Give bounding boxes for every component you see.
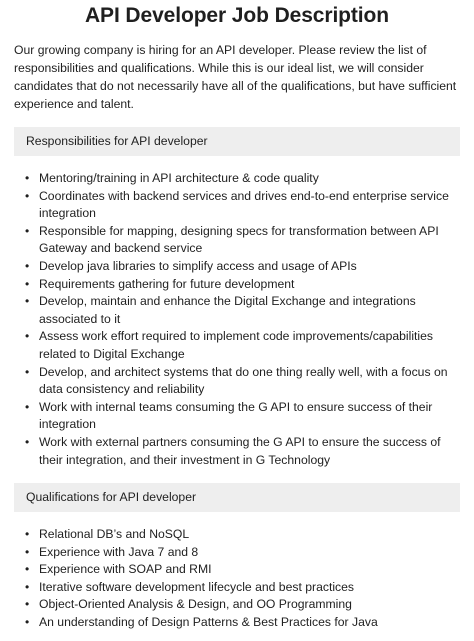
bullet-icon: •	[25, 276, 30, 291]
responsibility-item-text: Coordinates with backend services and drives end-to-end enterprise service integration	[39, 188, 449, 221]
qualification-item-text: An understanding of Design Patterns & Best Practices for Java	[39, 615, 378, 630]
responsibility-item-text: Mentoring/training in API architecture & code quality	[39, 171, 319, 185]
bullet-icon: •	[25, 527, 30, 542]
intro-paragraph: Our growing company is hiring for an API developer. Please review the list of responsibilities and qualifications. While this is our ideal list, we will consider candidates that do not necessarily have all of the qualifications, but have sufficient experience and talent.	[14, 43, 457, 111]
responsibility-item-text: Develop, maintain and enhance the Digital Exchange and integrations associated to it	[39, 294, 416, 326]
responsibility-item-text: Develop, and architect systems that do one thing really well, with a focus on data consistency and reliability	[39, 364, 448, 397]
qualification-item-text: Relational DB’s and NoSQL	[39, 527, 190, 542]
responsibility-item	[25, 223, 460, 258]
responsibility-item	[25, 170, 460, 188]
qualification-item	[25, 596, 460, 614]
bullet-icon: •	[25, 434, 30, 449]
responsibility-item	[25, 328, 460, 363]
responsibility-item	[25, 276, 460, 294]
qualification-item-text: Experience with SOAP and RMI	[39, 562, 212, 577]
qualification-item-text: Object-Oriented Analysis & Design, and OO Programming	[39, 597, 352, 612]
responsibility-item-text: Responsible for mapping, designing specs for transformation between API Gateway and backend service	[39, 223, 439, 256]
responsibility-item-text: Develop java libraries to simplify access and usage of APIs	[39, 258, 357, 273]
page-title: API Developer Job Description	[84, 4, 389, 27]
responsibility-item	[25, 399, 460, 434]
bullet-icon: •	[25, 294, 30, 309]
responsibility-item	[25, 258, 460, 276]
bullet-icon: •	[25, 171, 30, 185]
bullet-icon: •	[25, 544, 30, 559]
bullet-icon: •	[25, 329, 30, 344]
bullet-icon: •	[25, 223, 30, 238]
responsibility-item-text: Work with internal teams consuming the G API to ensure success of their integration	[39, 399, 433, 432]
bullet-icon: •	[25, 597, 30, 612]
qualification-item	[25, 614, 460, 632]
bullet-icon: •	[25, 188, 30, 203]
responsibility-item	[25, 364, 460, 399]
responsibility-item	[25, 293, 460, 328]
qualifications-heading: Qualifications for API developer	[14, 483, 460, 512]
qualification-item-text: Experience with Java 7 and 8	[39, 544, 199, 559]
responsibility-item	[25, 434, 460, 469]
qualification-item	[25, 561, 460, 579]
qualification-item	[25, 544, 460, 562]
responsibilities-heading: Responsibilities for API developer	[14, 127, 460, 156]
bullet-icon: •	[25, 562, 30, 577]
bullet-icon: •	[25, 399, 30, 414]
qualification-item	[25, 526, 460, 544]
bullet-icon: •	[25, 258, 30, 273]
responsibilities-list	[14, 170, 460, 469]
qualifications-list	[14, 526, 460, 632]
responsibility-item-text: Requirements gathering for future development	[39, 276, 295, 291]
qualification-item	[25, 579, 460, 597]
bullet-icon: •	[25, 615, 30, 630]
bullet-icon: •	[25, 579, 30, 594]
responsibility-item-text: Work with external partners consuming the G API to ensure the success of their integration, and their investment in G Technology	[39, 434, 441, 467]
qualification-item-text: Iterative software development lifecycle and best practices	[39, 579, 355, 594]
responsibility-item	[25, 188, 460, 223]
bullet-icon: •	[25, 364, 30, 379]
responsibility-item-text: Assess work effort required to implement code improvements/capabilities related to Digital Exchange	[39, 329, 434, 361]
